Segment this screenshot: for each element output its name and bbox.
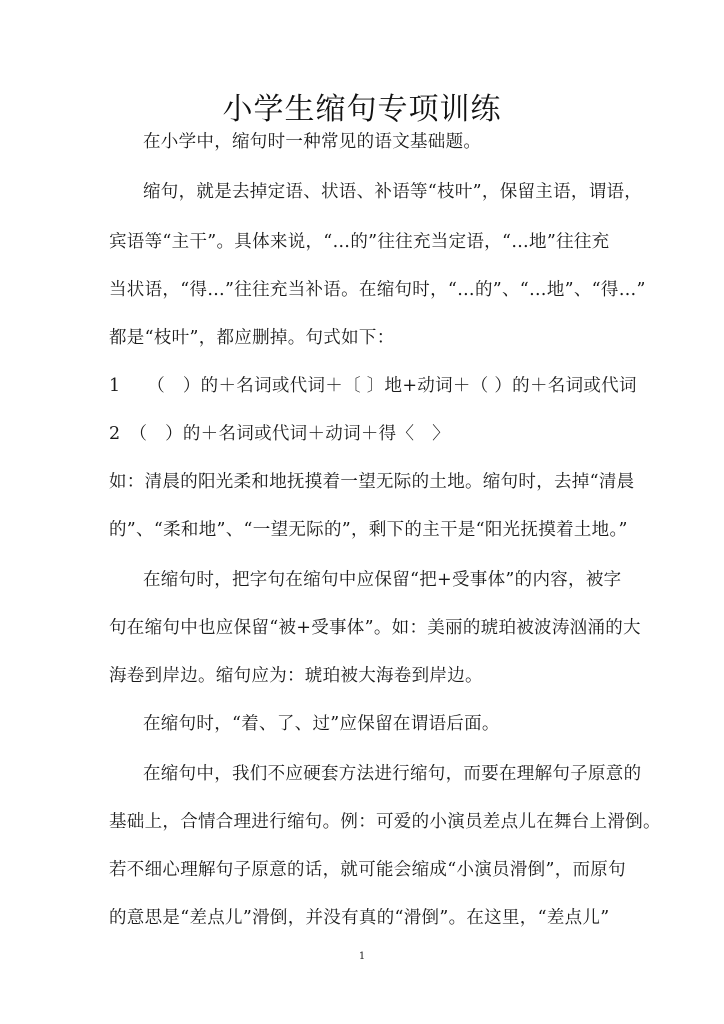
text-line: 在缩句时，“着、了、过”应保留在谓语后面。 [143, 714, 500, 734]
page-title: 小学生缩句专项训练 [222, 92, 502, 127]
text-line: 当状语，“得…”往往充当补语。在缩句时，“…的”、“…地”、“得…” [109, 280, 646, 300]
text-line: 海卷到岸边。缩句应为：琥珀被大海卷到岸边。 [109, 666, 483, 686]
text-line: 在缩句中，我们不应硬套方法进行缩句，而要在理解句子原意的 [143, 764, 642, 784]
text-line: 1 （ ）的＋名词或代词＋〔 〕地+动词＋（ ）的＋名词或代词 [109, 376, 637, 396]
text-line: 缩句，就是去掉定语、状语、补语等“枝叶”，保留主语，谓语， [143, 182, 643, 202]
text-line: 基础上，合情合理进行缩句。例：可爱的小演员差点儿在舞台上滑倒。 [109, 812, 661, 832]
text-line: 如：清晨的阳光柔和地抚摸着一望无际的土地。缩句时，去掉“清晨 [109, 472, 635, 492]
text-line: 的”、“柔和地”、“一望无际的”，剩下的主干是“阳光抚摸着土地。” [109, 520, 628, 540]
page-number: 1 [358, 951, 366, 962]
text-line: 句在缩句中也应保留“被+受事体”。如：美丽的琥珀被波涛汹涌的大 [109, 618, 641, 638]
text-line: 都是“枝叶”，都应删掉。句式如下： [109, 328, 395, 348]
text-line: 在缩句时，把字句在缩句中应保留“把+受事体”的内容，被字 [143, 570, 622, 590]
text-line: 2 （ ）的＋名词或代词＋动词＋得〈 〉 [109, 424, 450, 444]
text-line: 的意思是“差点儿”滑倒，并没有真的“滑倒”。在这里，“差点儿” [109, 908, 610, 928]
text-line: 宾语等“主干”。具体来说，“…的”往往充当定语，“…地”往往充 [109, 232, 610, 252]
text-line: 在小学中，缩句时一种常见的语文基础题。 [143, 132, 482, 152]
text-line: 若不细心理解句子原意的话，就可能会缩成“小演员滑倒”，而原句 [109, 860, 626, 880]
